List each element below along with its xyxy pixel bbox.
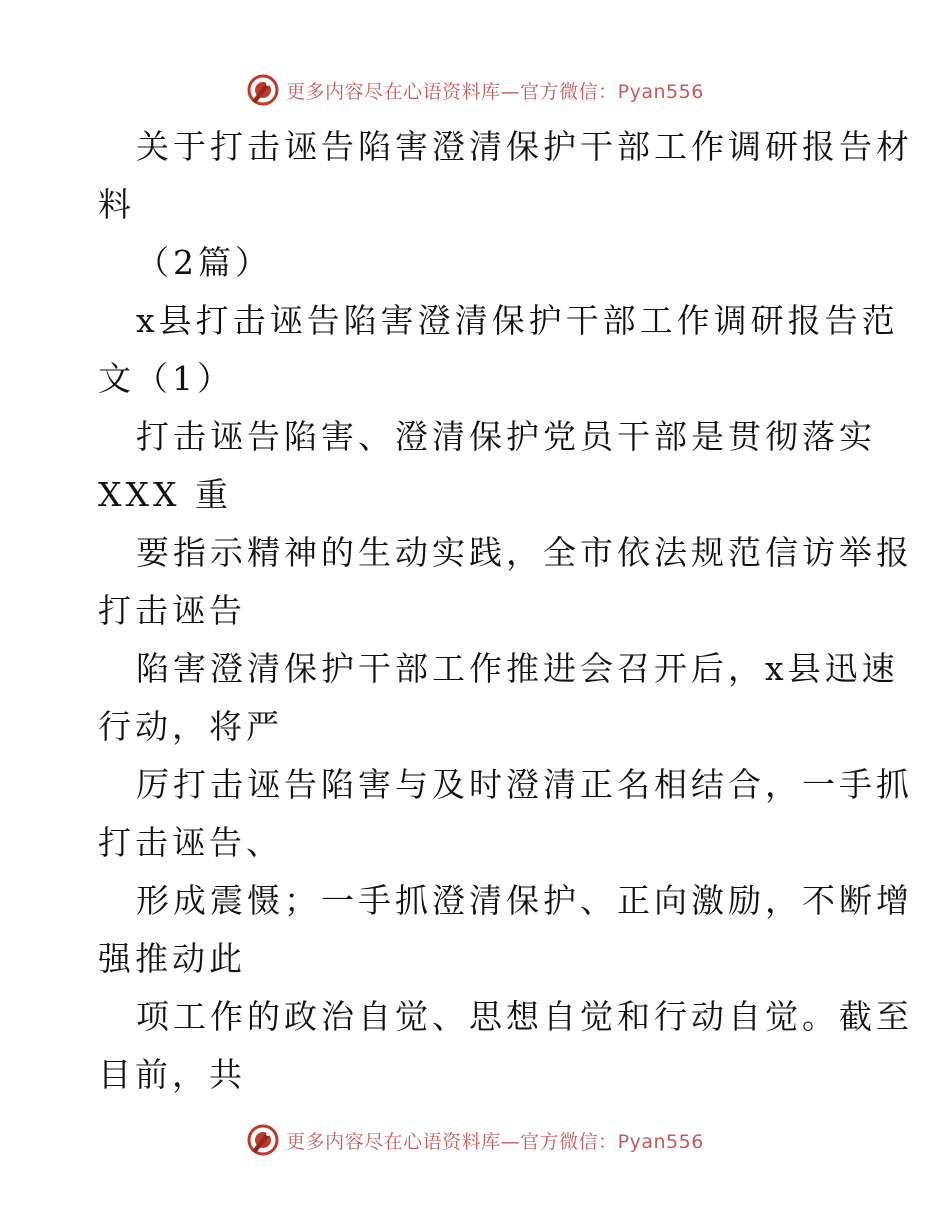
paragraph-line: XXX 重 <box>98 475 232 514</box>
doc-section-title-line-2: 文（1） <box>98 359 234 398</box>
header-banner-text: 更多内容尽在心语资料库—官方微信：Pyan556 <box>286 80 704 103</box>
paragraph-line: 打击诬告 <box>98 591 246 630</box>
paragraph-line: 强推动此 <box>98 939 246 978</box>
paragraph-line: 打击诬告、 <box>98 823 283 862</box>
paragraph-line: 打击诬告陷害、澄清保护党员干部是贯彻落实 <box>136 417 876 456</box>
red-pen-circle-logo-icon <box>246 1123 280 1157</box>
doc-subtitle-count: （2篇） <box>136 243 272 282</box>
header-banner <box>0 70 950 110</box>
paragraph-line: 厉打击诬告陷害与及时澄清正名相结合，一手抓 <box>136 765 913 804</box>
document-body <box>98 118 913 1104</box>
paragraph-line: 陷害澄清保护干部工作推进会召开后，x县迅速 <box>136 649 899 688</box>
paragraph-line: 目前，共 <box>98 1055 246 1094</box>
paragraph-line: 项工作的政治自觉、思想自觉和行动自觉。截至 <box>136 997 913 1036</box>
doc-title-line-2: 料 <box>98 185 135 224</box>
red-pen-circle-logo-icon <box>246 73 280 107</box>
paragraph-line: 行动，将严 <box>98 707 283 746</box>
footer-banner-text: 更多内容尽在心语资料库—官方微信：Pyan556 <box>286 1130 704 1153</box>
doc-section-title-line-1: x县打击诬告陷害澄清保护干部工作调研报告范 <box>136 301 899 340</box>
paragraph-line: 要指示精神的生动实践，全市依法规范信访举报 <box>136 533 913 572</box>
paragraph-line: 形成震慑；一手抓澄清保护、正向激励，不断增 <box>136 881 913 920</box>
footer-banner <box>0 1120 950 1160</box>
doc-title-line-1: 关于打击诬告陷害澄清保护干部工作调研报告材 <box>136 127 913 166</box>
